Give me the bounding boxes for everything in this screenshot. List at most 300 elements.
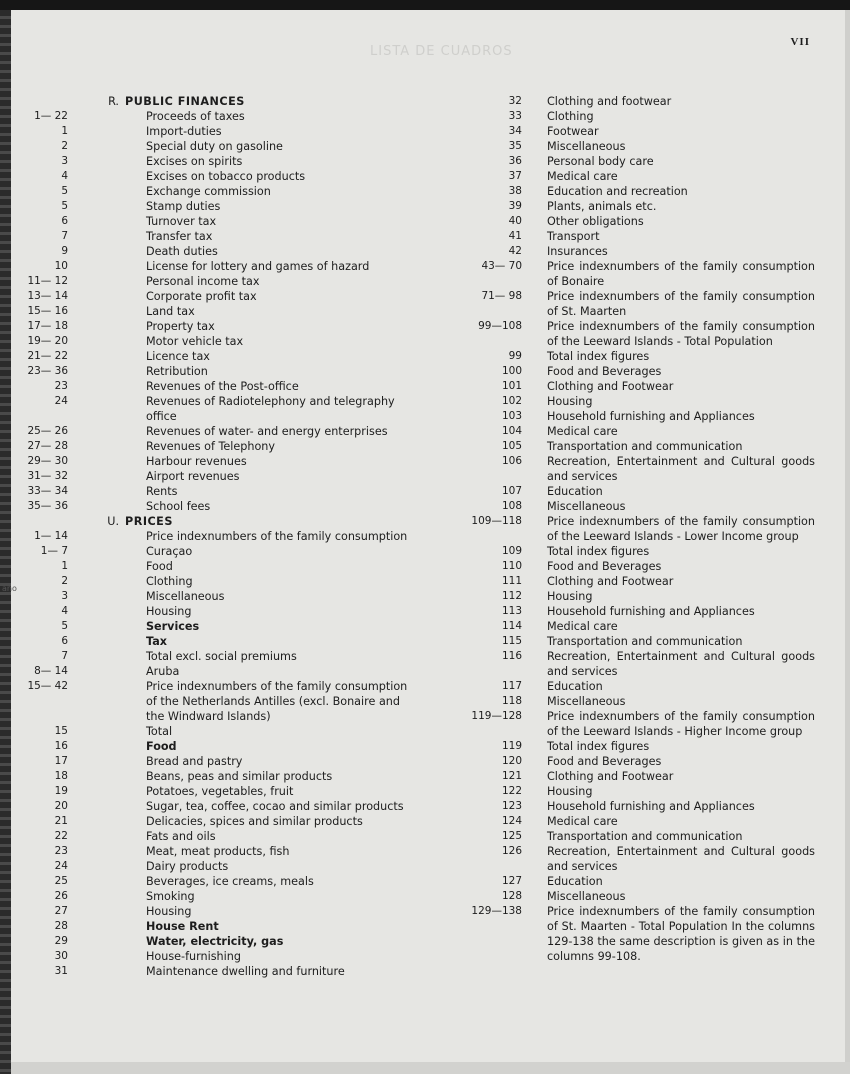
table-description: Transfer tax: [146, 230, 213, 243]
table-of-contents-entry: [420, 619, 815, 634]
table-of-contents-entry: [420, 319, 815, 349]
table-description: Sugar, tea, coffee, cocao and similar products: [146, 800, 404, 813]
table-of-contents-entry: [420, 739, 815, 754]
table-description: Delicacies, spices and similar products: [146, 815, 363, 828]
table-number: 18: [54, 770, 68, 782]
table-description: Footwear: [547, 125, 599, 138]
table-description: Retribution: [146, 365, 208, 378]
table-description: Household furnishing and Appliances: [547, 800, 755, 813]
table-of-contents-entry: [420, 259, 815, 289]
table-description: Plants, animals etc.: [547, 200, 657, 213]
table-description: Housing: [547, 785, 593, 798]
table-number: 17: [54, 755, 68, 767]
section-title: PUBLIC FINANCES: [125, 95, 245, 108]
table-number: 104: [501, 425, 522, 437]
table-description: Revenues of Telephony: [146, 440, 275, 453]
table-of-contents-entry: [24, 739, 410, 754]
table-of-contents-entry: [420, 709, 815, 739]
table-number: 122: [501, 785, 522, 797]
table-description: Clothing: [146, 575, 193, 588]
table-description: Miscellaneous: [547, 140, 626, 153]
table-of-contents-entry: [24, 379, 410, 394]
table-description: Harbour revenues: [146, 455, 247, 468]
table-description: Licence tax: [146, 350, 210, 363]
table-of-contents-entry: [24, 124, 410, 139]
table-number: 6: [61, 635, 68, 647]
table-of-contents-entry: [24, 139, 410, 154]
table-description: Other obligations: [547, 215, 644, 228]
table-number: 117: [501, 680, 522, 692]
page-bottom-edge: [11, 1062, 850, 1074]
table-of-contents-entry: [24, 589, 410, 604]
table-number: 113: [501, 605, 522, 617]
table-description: Price indexnumbers of the family consumption of the Leeward Islands - Higher Income group: [547, 710, 815, 738]
table-of-contents-entry: [420, 844, 815, 874]
table-of-contents-entry: [420, 589, 815, 604]
table-description: Total excl. social premiums: [146, 650, 297, 663]
table-of-contents-entry: [24, 529, 410, 544]
table-of-contents-entry: [420, 634, 815, 649]
table-of-contents-entry: [420, 244, 815, 259]
table-of-contents-entry: [24, 544, 410, 559]
table-description: Exchange commission: [146, 185, 271, 198]
table-number: 17— 18: [27, 320, 68, 332]
table-number: 109: [501, 545, 522, 557]
table-number: 7: [61, 230, 68, 242]
table-number: 2: [61, 140, 68, 152]
table-description: Food: [146, 560, 173, 573]
table-description: Price indexnumbers of the family consumption of St. Maarten - Total Population In the columns 129-138 the same description is given as in the columns 99-108.: [547, 905, 815, 963]
table-number: 5: [61, 185, 68, 197]
table-of-contents-entry: [24, 199, 410, 214]
table-description: Clothing and footwear: [547, 95, 672, 108]
table-number: 16: [54, 740, 68, 752]
table-description: Recreation, Entertainment and Cultural goods and services: [547, 455, 815, 483]
table-number: 125: [501, 830, 522, 842]
table-description: Beverages, ice creams, meals: [146, 875, 314, 888]
table-number: 25— 26: [27, 425, 68, 437]
table-of-contents-entry: [420, 799, 815, 814]
table-of-contents-entry: [420, 694, 815, 709]
table-of-contents-entry: [420, 379, 815, 394]
table-of-contents-entry: [420, 649, 815, 679]
table-of-contents-entry: [24, 889, 410, 904]
table-description: Total: [146, 725, 173, 738]
table-description: Food and Beverages: [547, 365, 662, 378]
table-description: Total index figures: [547, 350, 650, 363]
table-number: 13— 14: [27, 290, 68, 302]
section-letter: R.: [108, 95, 119, 108]
table-of-contents-entry: [420, 514, 815, 544]
table-description: Excises on tobacco products: [146, 170, 306, 183]
table-description: House Rent: [146, 920, 219, 933]
table-number: 105: [501, 440, 522, 452]
table-of-contents-entry: [420, 814, 815, 829]
table-number: 108: [501, 500, 522, 512]
table-of-contents-entry: [24, 424, 410, 439]
table-of-contents-entry: [24, 469, 410, 484]
table-of-contents-entry: [24, 904, 410, 919]
table-description: Food and Beverages: [547, 560, 662, 573]
table-number: 32: [508, 95, 522, 107]
table-description: Proceeds of taxes: [146, 110, 245, 123]
table-description: Turnover tax: [146, 215, 217, 228]
table-of-contents-entry: [24, 229, 410, 244]
table-number: 29: [54, 935, 68, 947]
table-description: Insurances: [547, 245, 608, 258]
table-of-contents-entry: [420, 754, 815, 769]
table-of-contents-entry: [420, 199, 815, 214]
table-of-contents-entry: [24, 649, 410, 664]
table-number: 35— 36: [27, 500, 68, 512]
table-description: House-furnishing: [146, 950, 241, 963]
table-description: Education: [547, 680, 603, 693]
table-number: 31: [54, 965, 68, 977]
table-description: School fees: [146, 500, 211, 513]
table-number: 25: [54, 875, 68, 887]
table-description: Import-duties: [146, 125, 222, 138]
table-number: 4: [61, 170, 68, 182]
table-of-contents-entry: [420, 154, 815, 169]
section-letter: U.: [107, 515, 119, 528]
table-description: Meat, meat products, fish: [146, 845, 290, 858]
table-number: 26: [54, 890, 68, 902]
table-number: 21— 22: [27, 350, 68, 362]
table-description: Recreation, Entertainment and Cultural goods and services: [547, 845, 815, 873]
table-description: Beans, peas and similar products: [146, 770, 333, 783]
table-of-contents-entry: [24, 214, 410, 229]
table-number: 15— 42: [27, 680, 68, 692]
table-of-contents-entry: [24, 304, 410, 319]
table-of-contents-entry: [420, 769, 815, 784]
table-number: 1: [61, 125, 68, 137]
table-description: Transport: [547, 230, 600, 243]
table-description: Price indexnumbers of the family consumption of the Leeward Islands - Lower Income group: [547, 515, 815, 543]
table-description: Price indexnumbers of the family consumption of the Netherlands Antilles (excl. Bonaire and the Windward Islands): [146, 680, 408, 723]
table-description: Miscellaneous: [547, 500, 626, 513]
table-description: Bread and pastry: [146, 755, 243, 768]
table-description: Land tax: [146, 305, 195, 318]
margin-note: ano: [2, 584, 17, 593]
table-of-contents-entry: [24, 634, 410, 649]
table-of-contents-entry: [420, 544, 815, 559]
table-description: Airport revenues: [146, 470, 240, 483]
table-of-contents-entry: [420, 124, 815, 139]
table-number: 102: [501, 395, 522, 407]
table-description: Food: [146, 740, 177, 753]
table-number: 103: [501, 410, 522, 422]
table-description: Price indexnumbers of the family consumption of the Leeward Islands - Total Population: [547, 320, 815, 348]
table-description: Corporate profit tax: [146, 290, 257, 303]
table-description: Housing: [547, 590, 593, 603]
table-description: Clothing and Footwear: [547, 575, 674, 588]
table-of-contents-entry: [420, 874, 815, 889]
table-description: Services: [146, 620, 200, 633]
table-of-contents-entry: [24, 184, 410, 199]
table-description: Recreation, Entertainment and Cultural goods and services: [547, 650, 815, 678]
table-number: 6: [61, 215, 68, 227]
table-number: 15: [54, 725, 68, 737]
table-of-contents-entry: [24, 319, 410, 334]
table-description: Medical care: [547, 425, 618, 438]
public-finances-list: [24, 109, 410, 514]
table-of-contents-entry: [420, 829, 815, 844]
table-of-contents-entry: [24, 499, 410, 514]
table-number: 116: [501, 650, 522, 662]
table-of-contents-entry: [24, 154, 410, 169]
table-number: 1— 7: [40, 545, 68, 557]
table-description: Water, electricity, gas: [146, 935, 284, 948]
table-description: Household furnishing and Appliances: [547, 410, 755, 423]
table-number: 114: [501, 620, 522, 632]
table-of-contents-entry: [24, 289, 410, 304]
table-description: Food and Beverages: [547, 755, 662, 768]
table-description: Revenues of the Post-office: [146, 380, 299, 393]
table-description: Fats and oils: [146, 830, 216, 843]
table-of-contents-entry: [24, 754, 410, 769]
prices-list: [24, 529, 410, 979]
table-of-contents-entry: [420, 94, 815, 109]
table-description: Medical care: [547, 170, 618, 183]
table-of-contents-entry: [24, 769, 410, 784]
table-number: 109—118: [471, 515, 522, 527]
table-description: Revenues of Radiotelephony and telegraphy office: [146, 395, 395, 423]
table-description: Rents: [146, 485, 178, 498]
table-description: Miscellaneous: [146, 590, 225, 603]
table-of-contents-entry: [420, 499, 815, 514]
table-number: 123: [501, 800, 522, 812]
table-number: 34: [508, 125, 522, 137]
table-description: Revenues of water- and energy enterprises: [146, 425, 388, 438]
table-number: 43— 70: [481, 260, 522, 272]
table-of-contents-entry: [420, 439, 815, 454]
table-number: 23: [54, 845, 68, 857]
table-number: 23— 36: [27, 365, 68, 377]
bleed-through-heading: LISTA DE CUADROS: [370, 44, 513, 59]
table-number: 35: [508, 140, 522, 152]
table-number: 37: [508, 170, 522, 182]
table-of-contents-entry: [24, 604, 410, 619]
table-of-contents-entry: [420, 679, 815, 694]
table-of-contents-entry: [24, 664, 410, 679]
table-description: Housing: [146, 905, 192, 918]
table-number: 115: [501, 635, 522, 647]
right-column: [420, 94, 815, 964]
page-top-edge: [0, 0, 850, 10]
table-description: Price indexnumbers of the family consumption of Bonaire: [547, 260, 815, 288]
table-number: 129—138: [471, 905, 522, 917]
table-description: Transportation and communication: [547, 830, 743, 843]
table-description: Housing: [146, 605, 192, 618]
table-number: 119: [501, 740, 522, 752]
table-of-contents-entry: [24, 169, 410, 184]
table-of-contents-entry: [24, 109, 410, 124]
table-description: Housing: [547, 395, 593, 408]
table-number: 20: [54, 800, 68, 812]
table-number: 19: [54, 785, 68, 797]
table-of-contents-entry: [24, 619, 410, 634]
table-of-contents-entry: [24, 274, 410, 289]
table-of-contents-entry: [24, 259, 410, 274]
table-number: 4: [61, 605, 68, 617]
table-number: 111: [501, 575, 522, 587]
table-number: 29— 30: [27, 455, 68, 467]
table-description: Price indexnumbers of the family consumption: [146, 530, 408, 543]
table-description: Miscellaneous: [547, 890, 626, 903]
table-of-contents-entry: [420, 214, 815, 229]
table-of-contents-entry: [420, 424, 815, 439]
section-title: PRICES: [125, 515, 173, 528]
table-number: 120: [501, 755, 522, 767]
table-description: Household furnishing and Appliances: [547, 605, 755, 618]
table-number: 5: [61, 200, 68, 212]
page-number: VII: [790, 36, 810, 48]
table-description: Smoking: [146, 890, 195, 903]
table-number: 5: [61, 620, 68, 632]
table-number: 3: [61, 155, 68, 167]
table-description: Medical care: [547, 815, 618, 828]
table-of-contents-entry: [24, 964, 410, 979]
table-description: Aruba: [146, 665, 180, 678]
table-description: Personal income tax: [146, 275, 260, 288]
table-of-contents-entry: [24, 559, 410, 574]
table-of-contents-entry: [420, 169, 815, 184]
table-number: 101: [501, 380, 522, 392]
table-description: Special duty on gasoline: [146, 140, 283, 153]
table-description: Total index figures: [547, 740, 650, 753]
section-heading-prices: [24, 514, 410, 529]
table-description: Medical care: [547, 620, 618, 633]
table-number: 23: [54, 380, 68, 392]
table-of-contents-entry: [420, 574, 815, 589]
table-number: 128: [501, 890, 522, 902]
table-of-contents-entry: [420, 904, 815, 964]
table-of-contents-entry: [420, 289, 815, 319]
table-of-contents-entry: [420, 484, 815, 499]
table-number: 2: [61, 575, 68, 587]
table-of-contents-entry: [24, 349, 410, 364]
table-number: 8— 14: [34, 665, 68, 677]
table-number: 119—128: [471, 710, 522, 722]
table-of-contents-entry: [24, 919, 410, 934]
table-of-contents-entry: [24, 679, 410, 724]
table-description: Stamp duties: [146, 200, 221, 213]
table-of-contents-entry: [420, 889, 815, 904]
table-description: Education: [547, 485, 603, 498]
table-description: Clothing and Footwear: [547, 380, 674, 393]
table-number: 112: [501, 590, 522, 602]
table-number: 33: [508, 110, 522, 122]
table-of-contents-entry: [24, 814, 410, 829]
table-description: Transportation and communication: [547, 635, 743, 648]
table-number: 1— 14: [34, 530, 68, 542]
table-description: Education: [547, 875, 603, 888]
table-number: 121: [501, 770, 522, 782]
section-heading-public-finances: [24, 94, 410, 109]
table-of-contents-entry: [24, 364, 410, 379]
table-description: Death duties: [146, 245, 218, 258]
page-right-edge: [845, 10, 850, 1074]
table-number: 24: [54, 860, 68, 872]
table-number: 1: [61, 560, 68, 572]
table-of-contents-entry: [420, 229, 815, 244]
table-number: 99—108: [478, 320, 522, 332]
table-of-contents-entry: [24, 799, 410, 814]
table-of-contents-entry: [24, 784, 410, 799]
table-of-contents-entry: [24, 454, 410, 469]
left-column: [24, 94, 410, 979]
table-of-contents-entry: [24, 934, 410, 949]
table-of-contents-entry: [420, 604, 815, 619]
table-description: Personal body care: [547, 155, 654, 168]
table-description: Motor vehicle tax: [146, 335, 244, 348]
table-of-contents-entry: [420, 454, 815, 484]
table-number: 40: [508, 215, 522, 227]
table-description: Total index figures: [547, 545, 650, 558]
table-number: 28: [54, 920, 68, 932]
table-of-contents-entry: [24, 574, 410, 589]
table-number: 21: [54, 815, 68, 827]
table-number: 126: [501, 845, 522, 857]
table-of-contents-entry: [24, 439, 410, 454]
table-description: Clothing: [547, 110, 594, 123]
table-of-contents-entry: [420, 139, 815, 154]
table-description: Dairy products: [146, 860, 229, 873]
table-number: 27: [54, 905, 68, 917]
table-of-contents-entry: [420, 394, 815, 409]
table-description: Excises on spirits: [146, 155, 243, 168]
table-of-contents-entry: [420, 184, 815, 199]
table-number: 41: [508, 230, 522, 242]
table-number: 22: [54, 830, 68, 842]
table-of-contents-entry: [24, 874, 410, 889]
table-of-contents-entry: [24, 724, 410, 739]
table-description: Curaçao: [146, 545, 193, 558]
table-of-contents-entry: [24, 859, 410, 874]
table-of-contents-entry: [24, 334, 410, 349]
table-description: Maintenance dwelling and furniture: [146, 965, 345, 978]
table-number: 10: [54, 260, 68, 272]
table-of-contents-entry: [24, 394, 410, 424]
table-number: 27— 28: [27, 440, 68, 452]
table-number: 1— 22: [34, 110, 68, 122]
table-number: 127: [501, 875, 522, 887]
table-number: 118: [501, 695, 522, 707]
table-number: 19— 20: [27, 335, 68, 347]
table-number: 24: [54, 395, 68, 407]
table-description: Tax: [146, 635, 167, 648]
table-number: 3: [61, 590, 68, 602]
table-description: Education and recreation: [547, 185, 688, 198]
table-number: 33— 34: [27, 485, 68, 497]
table-number: 42: [508, 245, 522, 257]
table-of-contents-entry: [420, 364, 815, 379]
table-of-contents-entry: [24, 484, 410, 499]
table-of-contents-entry: [24, 829, 410, 844]
table-number: 124: [501, 815, 522, 827]
table-description: License for lottery and games of hazard: [146, 260, 370, 273]
table-of-contents-entry: [24, 949, 410, 964]
table-number: 106: [501, 455, 522, 467]
table-description: Transportation and communication: [547, 440, 743, 453]
table-description: Clothing and Footwear: [547, 770, 674, 783]
table-number: 38: [508, 185, 522, 197]
table-of-contents-entry: [420, 109, 815, 124]
table-of-contents-entry: [24, 244, 410, 259]
table-number: 36: [508, 155, 522, 167]
table-description: Miscellaneous: [547, 695, 626, 708]
table-number: 31— 32: [27, 470, 68, 482]
